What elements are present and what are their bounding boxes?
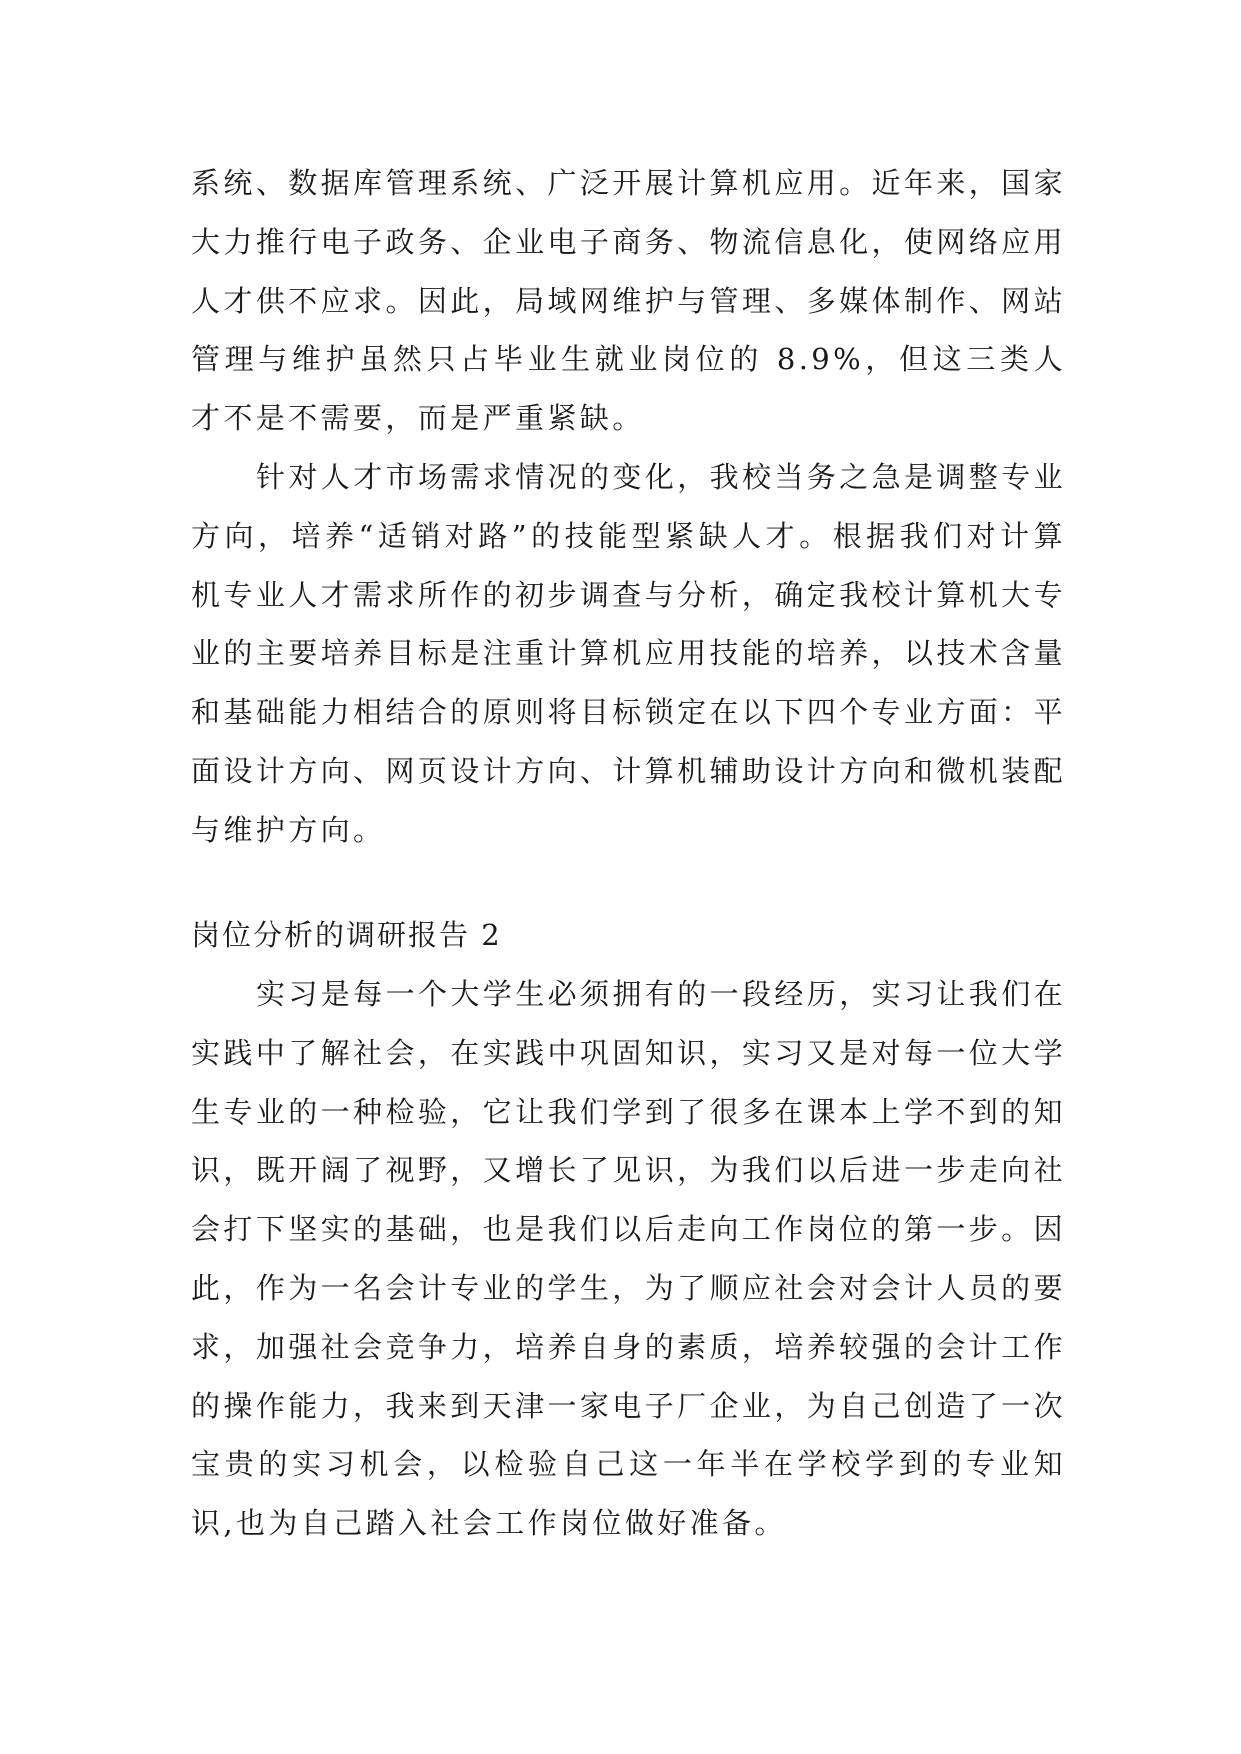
body-paragraph: 针对人才市场需求情况的变化，我校当务之急是调整专业方向，培养“适销对路”的技能型紧缺人才。根据我们对计算机专业人才需求所作的初步调查与分析，确定我校计算机大专业的主要培养目标是注重计算机应用技能的培养，以技术含量和基础能力相结合的原则将目标锁定在以下四个专业方面：平面设计方向、网页设计方向、计算机辅助设计方向和微机装配与维护方向。 [191,460,1067,847]
body-paragraph: 实习是每一个大学生必须拥有的一段经历，实习让我们在实践中了解社会，在实践中巩固知识，实习又是对每一位大学生专业的一种检验，它让我们学到了很多在课本上学不到的知识，既开阔了视野，又增长了见识，为我们以后进一步走向社会打下坚实的基础，也是我们以后走向工作岗位的第一步。因此，作为一名会计专业的学生，为了顺应社会对会计人员的要求，加强社会竞争力，培养自身的素质，培养较强的会计工作的操作能力，我来到天津一家电子厂企业，为自己创造了一次宝贵的实习机会，以检验自己这一年半在学校学到的专业知识,也为自己踏入社会工作岗位做好准备。 [191,977,1067,1541]
section-heading: 岗位分析的调研报告 2 [191,918,502,952]
body-paragraph-continued: 系统、数据库管理系统、广泛开展计算机应用。近年来，国家大力推行电子政务、企业电子商务、物流信息化，使网络应用人才供不应求。因此，局域网维护与管理、多媒体制作、网站管理与维护虽然只占毕业生就业岗位的 8.9%，但这三类人才不是不需要，而是严重紧缺。 [191,166,1066,436]
